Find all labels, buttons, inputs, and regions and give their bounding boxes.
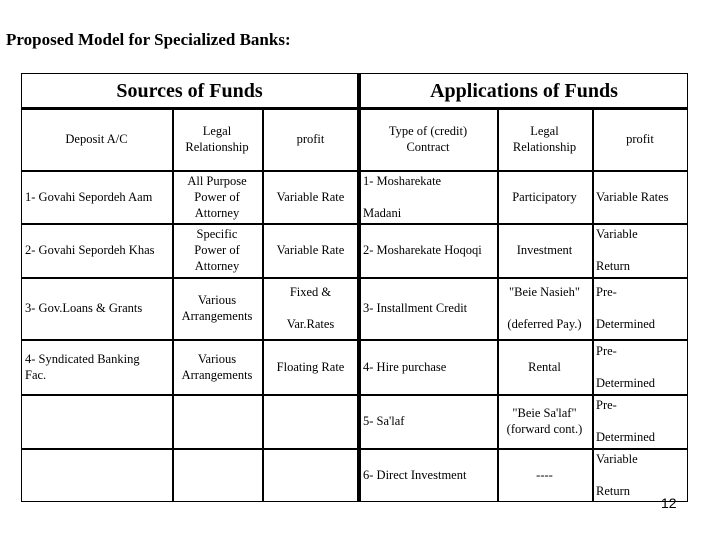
applications-cell: Variable Return [596, 452, 638, 498]
applications-cell: Investment [516, 243, 573, 257]
sources-cell: 3- Gov.Loans & Grants [25, 301, 143, 315]
applications-cell: Participatory [512, 189, 577, 204]
applications-cell: Variable Rates [596, 189, 669, 204]
sources-cell [21, 448, 172, 502]
applications-cell: "Beie Sa'laf" (forward cont.) [506, 406, 583, 436]
applications-cell: 1- Mosharekate Madani [363, 173, 442, 220]
applications-cell: Rental [528, 359, 561, 374]
sources-cell: Floating Rate [276, 359, 345, 374]
sources-cell: Fixed & Var.Rates [286, 285, 335, 331]
page-number: 12 [661, 495, 677, 511]
applications-column-header: Legal Relationship [512, 124, 577, 154]
applications-cell: Pre- Determined [596, 343, 656, 390]
sources-cell: 4- Syndicated Banking Fac. [25, 351, 140, 382]
applications-cell: 3- Installment Credit [363, 301, 468, 315]
sources-cell [172, 394, 262, 448]
applications-cell: 5- Sa'laf [363, 414, 405, 428]
sources-cell: Various Arrangements [181, 293, 253, 323]
applications-cell: "Beie Nasieh" (deferred Pay.) [507, 285, 582, 331]
applications-cell: 4- Hire purchase [363, 359, 447, 374]
applications-cell: Pre- Determined [596, 398, 656, 444]
sources-heading: Sources of Funds [116, 79, 263, 102]
applications-column-header: profit [626, 132, 654, 146]
sources-cell [172, 448, 262, 502]
sources-cell: Various Arrangements [181, 351, 253, 382]
applications-column-header: Type of (credit) Contract [388, 124, 468, 154]
sources-cell: 1- Govahi Sepordeh Aam [25, 189, 153, 204]
applications-cell: Variable Return [596, 227, 638, 273]
slide-title: Proposed Model for Specialized Banks: [6, 30, 291, 49]
sources-cell: Variable Rate [276, 189, 345, 204]
sources-cell [21, 394, 172, 448]
sources-cell: Variable Rate [276, 243, 345, 257]
sources-cell [262, 394, 359, 448]
sources-column-header: profit [296, 132, 325, 146]
sources-cell: All Purpose Power of Attorney [187, 173, 247, 220]
applications-cell: Pre- Determined [596, 285, 656, 331]
sources-cell: 2- Govahi Sepordeh Khas [25, 243, 155, 257]
sources-column-header: Deposit A/C [65, 132, 128, 146]
applications-heading: Applications of Funds [430, 79, 618, 102]
applications-cell: ---- [536, 468, 553, 482]
applications-cell: 2- Mosharekate Hoqoqi [363, 243, 482, 257]
sources-column-header: Legal Relationship [185, 124, 249, 154]
sources-cell [262, 448, 359, 502]
sources-cell: Specific Power of Attorney [194, 227, 240, 273]
applications-cell: 6- Direct Investment [363, 468, 467, 482]
